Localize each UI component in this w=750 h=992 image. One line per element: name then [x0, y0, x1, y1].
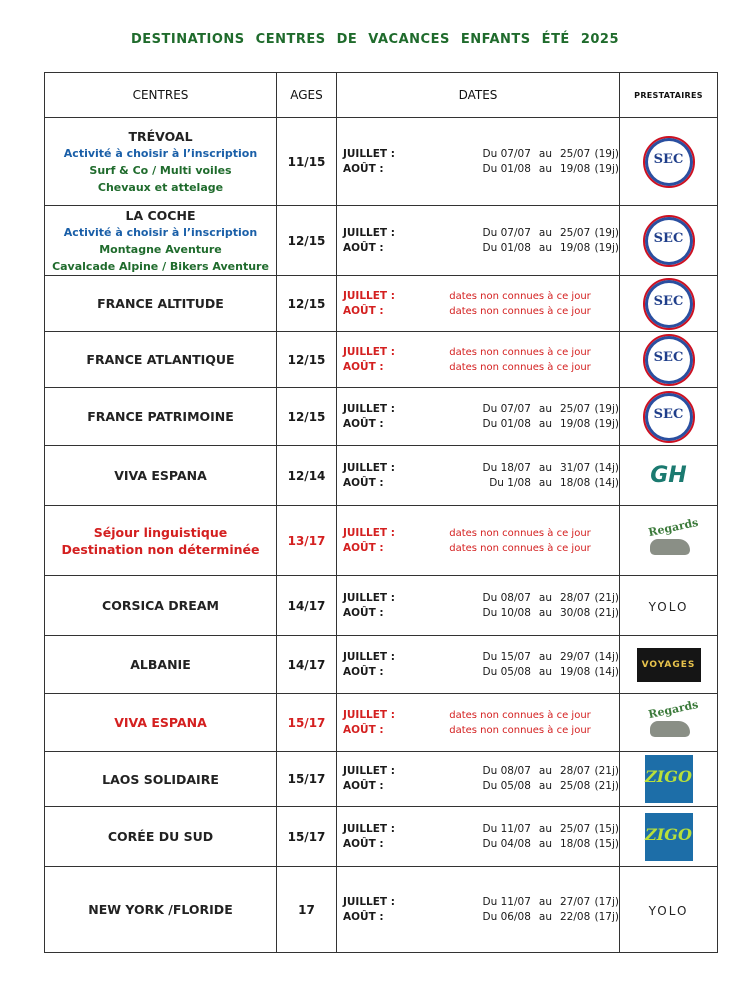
month-label: AOÛT :	[343, 162, 384, 175]
age-cell: 17	[277, 867, 337, 953]
dates-cell	[337, 506, 620, 576]
date-au: au	[538, 226, 552, 239]
duration: (14j)	[594, 650, 619, 663]
regards-logo-text: Regards	[646, 515, 699, 539]
date-au: au	[538, 822, 552, 835]
regards-logo	[644, 697, 699, 745]
dates-cell	[337, 576, 620, 636]
dates-cell	[337, 332, 620, 388]
month-label: AOÛT :	[343, 241, 384, 254]
date-range	[418, 665, 591, 680]
centre-name: NEW YORK /FLORIDE	[88, 902, 233, 917]
centre-cell	[45, 576, 277, 636]
month-label: AOÛT :	[343, 541, 384, 554]
dates-unknown: dates non connues à ce jour	[449, 290, 591, 302]
provider-cell	[620, 807, 718, 867]
provider-cell	[620, 118, 718, 206]
month-label: JUILLET :	[343, 289, 395, 302]
month-label: JUILLET :	[343, 526, 395, 539]
month-label: JUILLET :	[343, 591, 395, 604]
dates-unknown: dates non connues à ce jour	[449, 527, 591, 539]
date-from: Du 10/08	[482, 606, 531, 619]
dates-cell	[337, 636, 620, 694]
date-row-juillet	[337, 708, 619, 723]
centre-cell	[45, 388, 277, 446]
date-row-juillet	[337, 147, 619, 162]
dates-cell	[337, 388, 620, 446]
centre-cell	[45, 118, 277, 206]
dates-cell	[337, 694, 620, 752]
date-to: 29/07	[559, 650, 591, 663]
age-cell: 12/15	[277, 332, 337, 388]
date-au: au	[538, 895, 552, 908]
date-to: 30/08	[559, 606, 591, 619]
date-from: Du 08/07	[482, 765, 531, 777]
centre-cell	[45, 694, 277, 752]
centre-cell	[45, 807, 277, 867]
duration: (15j)	[594, 822, 619, 835]
table-row	[45, 332, 718, 388]
date-row-aout	[337, 360, 619, 375]
date-from: Du 01/08	[482, 162, 531, 175]
age-cell: 14/17	[277, 636, 337, 694]
date-row-aout	[337, 304, 619, 319]
duration: (19j)	[594, 402, 619, 415]
date-to: 22/08	[559, 910, 591, 923]
date-row-juillet	[337, 650, 619, 665]
date-au: au	[538, 780, 552, 792]
date-row-aout	[337, 665, 619, 680]
month-label: AOÛT :	[343, 360, 384, 373]
dates-cell	[337, 276, 620, 332]
table-row	[45, 867, 718, 953]
dates-cell	[337, 752, 620, 807]
date-range	[418, 147, 591, 162]
date-from: Du 07/07	[482, 402, 531, 415]
dates-unknown: dates non connues à ce jour	[449, 724, 591, 736]
date-from: Du 05/08	[482, 665, 531, 678]
month-label: JUILLET :	[343, 650, 395, 663]
date-au: au	[538, 591, 552, 604]
date-to: 19/08	[559, 665, 591, 678]
table-row	[45, 388, 718, 446]
activity-line: Activité à choisir à l’inscription	[63, 146, 258, 160]
date-row-juillet	[337, 461, 619, 476]
date-row-aout	[337, 162, 619, 177]
date-row-juillet	[337, 345, 619, 360]
age-cell: 12/14	[277, 446, 337, 506]
month-label: JUILLET :	[343, 822, 395, 835]
date-range	[418, 591, 591, 606]
duration: (19j)	[594, 147, 619, 160]
date-to: 25/07	[559, 822, 591, 835]
sec-logo	[643, 334, 695, 386]
date-from: Du 18/07	[482, 461, 531, 474]
duration: (14j)	[594, 665, 619, 678]
duration: (14j)	[594, 461, 619, 474]
yolo-logo: YOLO	[648, 903, 689, 918]
sec-logo	[643, 215, 695, 267]
provider-cell	[620, 694, 718, 752]
date-row-aout	[337, 606, 619, 621]
sec-logo-text: SEC	[653, 349, 684, 365]
date-to: 28/07	[559, 591, 591, 604]
date-au: au	[538, 606, 552, 619]
provider-cell	[620, 206, 718, 276]
date-range	[418, 837, 591, 852]
date-range	[418, 779, 591, 794]
table-row	[45, 636, 718, 694]
age-cell: 12/15	[277, 276, 337, 332]
header-centres: CENTRES	[45, 73, 277, 118]
dates-cell	[337, 807, 620, 867]
dates-cell	[337, 118, 620, 206]
table-row	[45, 206, 718, 276]
duration: (21j)	[594, 780, 619, 792]
centre-cell	[45, 867, 277, 953]
date-from: Du 08/07	[482, 591, 531, 604]
date-au: au	[538, 650, 552, 663]
provider-cell	[620, 752, 718, 807]
provider-cell	[620, 276, 718, 332]
age-cell: 15/17	[277, 694, 337, 752]
date-to: 18/08	[559, 837, 591, 850]
header-ages: AGES	[277, 73, 337, 118]
centre-name: ALBANIE	[130, 657, 191, 672]
month-label: JUILLET :	[343, 147, 395, 160]
date-to: 27/07	[559, 895, 591, 908]
date-from: Du 07/07	[482, 147, 531, 160]
date-to: 19/08	[559, 241, 591, 254]
month-label: JUILLET :	[343, 461, 395, 474]
activity-line: Montagne Aventure	[99, 242, 222, 256]
dates-unknown: dates non connues à ce jour	[449, 361, 591, 373]
date-to: 18/08	[559, 476, 591, 489]
age-cell: 11/15	[277, 118, 337, 206]
activity-line: Activité à choisir à l’inscription	[63, 225, 258, 239]
provider-cell	[620, 506, 718, 576]
month-label: AOÛT :	[343, 837, 384, 850]
table-row	[45, 506, 718, 576]
date-to: 25/08	[559, 780, 591, 792]
table-row	[45, 276, 718, 332]
date-from: Du 05/08	[482, 780, 531, 792]
centre-cell	[45, 752, 277, 807]
centre-cell	[45, 446, 277, 506]
date-range	[418, 461, 591, 476]
duration: (15j)	[594, 837, 619, 850]
centre-name: LA COCHE	[125, 207, 196, 223]
date-to: 31/07	[559, 461, 591, 474]
date-range	[418, 764, 591, 779]
date-to: 25/07	[559, 226, 591, 239]
centre-name: LAOS SOLIDAIRE	[102, 771, 219, 787]
centre-name: FRANCE PATRIMOINE	[87, 409, 234, 424]
date-row-aout	[337, 476, 619, 491]
month-label: AOÛT :	[343, 304, 384, 317]
regards-logo-text: Regards	[646, 697, 699, 721]
date-au: au	[538, 461, 552, 474]
header-prestataires: PRESTATAIRES	[620, 73, 718, 118]
table-row	[45, 807, 718, 867]
date-from: Du 01/08	[482, 417, 531, 430]
dates-unknown: dates non connues à ce jour	[449, 542, 591, 554]
centre-name: FRANCE ATLANTIQUE	[86, 352, 235, 367]
date-au: au	[538, 162, 552, 175]
date-row-aout	[337, 779, 619, 794]
header-dates: DATES	[337, 73, 620, 118]
voyage-logo: VOYAGES	[637, 648, 701, 682]
centre-cell	[45, 506, 277, 576]
date-au: au	[538, 417, 552, 430]
month-label: AOÛT :	[343, 780, 384, 792]
duration: (21j)	[594, 591, 619, 604]
date-from: Du 07/07	[482, 226, 531, 239]
date-range	[418, 910, 591, 925]
dates-cell	[337, 206, 620, 276]
dates-unknown: dates non connues à ce jour	[449, 709, 591, 721]
dates-unknown: dates non connues à ce jour	[449, 346, 591, 358]
duration: (14j)	[594, 476, 619, 489]
activity-line: Surf & Co / Multi voiles	[89, 163, 232, 177]
regards-animal-icon	[650, 721, 690, 737]
date-range	[418, 162, 591, 177]
date-row-aout	[337, 837, 619, 852]
sec-logo-text: SEC	[653, 151, 684, 167]
date-to: 25/07	[559, 402, 591, 415]
date-au: au	[538, 765, 552, 777]
date-from: Du 11/07	[482, 895, 531, 908]
age-cell: 12/15	[277, 388, 337, 446]
date-au: au	[538, 147, 552, 160]
activity-line: Cavalcade Alpine / Bikers Aventure	[52, 259, 269, 273]
date-from: Du 06/08	[482, 910, 531, 923]
date-row-aout	[337, 910, 619, 925]
month-label: JUILLET :	[343, 345, 395, 358]
date-row-aout	[337, 541, 619, 556]
date-au: au	[538, 402, 552, 415]
destinations-table	[44, 72, 718, 953]
date-row-juillet	[337, 289, 619, 304]
duration: (19j)	[594, 162, 619, 175]
table-row	[45, 576, 718, 636]
zigo-logo: ZIGO	[645, 755, 693, 803]
date-row-juillet	[337, 402, 619, 417]
table-row	[45, 694, 718, 752]
month-label: AOÛT :	[343, 606, 384, 619]
table-row	[45, 118, 718, 206]
date-from: Du 04/08	[482, 837, 531, 850]
date-range	[418, 822, 591, 837]
duration: (19j)	[594, 241, 619, 254]
provider-cell	[620, 867, 718, 953]
centre-name: FRANCE ALTITUDE	[97, 296, 224, 311]
date-row-aout	[337, 241, 619, 256]
month-label: JUILLET :	[343, 895, 395, 908]
sec-logo-text: SEC	[653, 406, 684, 422]
month-label: AOÛT :	[343, 723, 384, 736]
regards-animal-icon	[650, 539, 690, 555]
centre-cell	[45, 332, 277, 388]
date-to: 28/07	[559, 765, 591, 777]
centre-cell	[45, 206, 277, 276]
date-row-juillet	[337, 526, 619, 541]
date-range	[418, 895, 591, 910]
month-label: AOÛT :	[343, 665, 384, 678]
sec-logo-text: SEC	[653, 230, 684, 246]
table-row	[45, 446, 718, 506]
date-range	[418, 606, 591, 621]
header-row	[45, 73, 718, 118]
date-from: Du 15/07	[482, 650, 531, 663]
date-row-juillet	[337, 822, 619, 837]
zigo-logo: ZIGO	[645, 813, 693, 861]
dates-cell	[337, 867, 620, 953]
date-row-aout	[337, 417, 619, 432]
gh-logo: GH	[650, 463, 687, 488]
date-from: Du 11/07	[482, 822, 531, 835]
date-row-juillet	[337, 895, 619, 910]
date-from: Du 01/08	[482, 241, 531, 254]
provider-cell	[620, 388, 718, 446]
duration: (21j)	[594, 606, 619, 619]
sec-logo-text: SEC	[653, 293, 684, 309]
duration: (21j)	[594, 765, 619, 777]
date-range	[418, 417, 591, 432]
age-cell: 13/17	[277, 506, 337, 576]
centre-cell	[45, 636, 277, 694]
date-to: 19/08	[559, 162, 591, 175]
date-au: au	[538, 241, 552, 254]
date-row-juillet	[337, 591, 619, 606]
dates-unknown: dates non connues à ce jour	[449, 305, 591, 317]
date-to: 25/07	[559, 147, 591, 160]
dates-cell	[337, 446, 620, 506]
centre-name: CORSICA DREAM	[102, 598, 219, 613]
activity-line: Chevaux et attelage	[97, 180, 224, 194]
date-au: au	[538, 665, 552, 678]
centre-name: CORÉE DU SUD	[107, 829, 214, 844]
table-row	[45, 752, 718, 807]
duration: (17j)	[594, 895, 619, 908]
provider-cell	[620, 332, 718, 388]
date-range	[418, 476, 591, 491]
duration: (17j)	[594, 910, 619, 923]
age-cell: 12/15	[277, 206, 337, 276]
month-label: JUILLET :	[343, 765, 395, 777]
date-to: 19/08	[559, 417, 591, 430]
date-row-juillet	[337, 226, 619, 241]
centre-name-line2: Destination non déterminée	[61, 541, 260, 557]
month-label: AOÛT :	[343, 417, 384, 430]
yolo-logo: YOLO	[648, 599, 689, 614]
date-range	[418, 241, 591, 256]
month-label: JUILLET :	[343, 708, 395, 721]
date-row-aout	[337, 723, 619, 738]
date-range	[418, 402, 591, 417]
sec-logo	[643, 136, 695, 188]
sec-logo	[643, 391, 695, 443]
month-label: AOÛT :	[343, 910, 384, 923]
duration: (19j)	[594, 226, 619, 239]
date-au: au	[538, 910, 552, 923]
provider-cell	[620, 636, 718, 694]
date-range	[418, 226, 591, 241]
duration: (19j)	[594, 417, 619, 430]
date-row-juillet	[337, 764, 619, 779]
month-label: AOÛT :	[343, 476, 384, 489]
centre-name: VIVA ESPANA	[114, 715, 207, 730]
age-cell: 15/17	[277, 752, 337, 807]
provider-cell	[620, 446, 718, 506]
age-cell: 15/17	[277, 807, 337, 867]
provider-cell	[620, 576, 718, 636]
age-cell: 14/17	[277, 576, 337, 636]
regards-logo	[644, 515, 699, 563]
date-range	[418, 650, 591, 665]
date-au: au	[538, 476, 552, 489]
centre-name: VIVA ESPANA	[114, 468, 207, 483]
centre-cell	[45, 276, 277, 332]
month-label: JUILLET :	[343, 402, 395, 415]
date-from: Du 1/08	[489, 476, 531, 489]
month-label: JUILLET :	[343, 226, 395, 239]
centre-name: Séjour linguistique	[93, 524, 228, 540]
date-au: au	[538, 837, 552, 850]
centre-name: TRÉVOAL	[128, 128, 193, 144]
sec-logo	[643, 278, 695, 330]
page-title: DESTINATIONS CENTRES DE VACANCES ENFANTS ÉTÉ 2025	[130, 32, 620, 47]
